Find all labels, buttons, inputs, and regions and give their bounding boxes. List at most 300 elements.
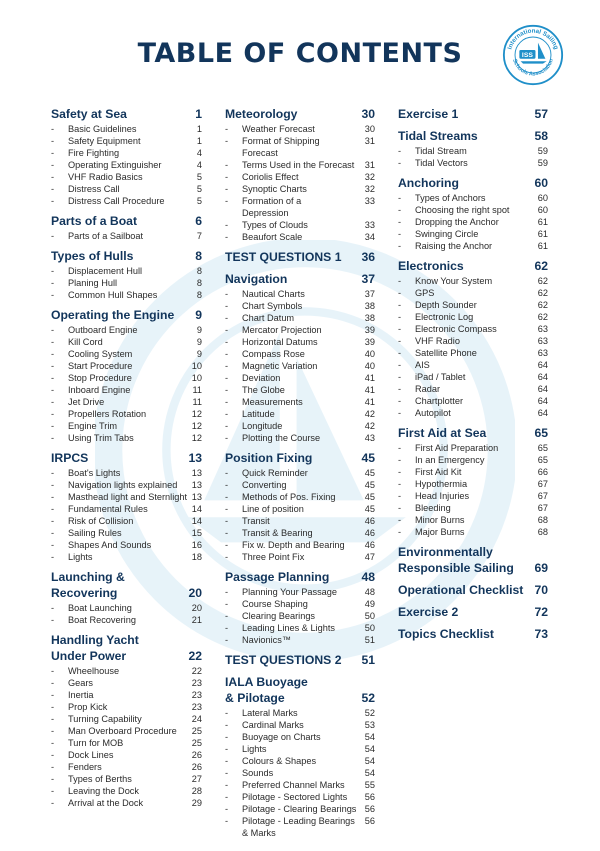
toc-entry[interactable] (398, 466, 548, 478)
toc-entry-bullet: - (225, 172, 229, 182)
toc-entry-label: Deviation (242, 373, 281, 383)
toc-entry-bullet: - (51, 373, 55, 383)
toc-section (398, 626, 548, 642)
toc-entry-page: 12 (191, 409, 202, 419)
toc-section-page: 62 (534, 259, 548, 273)
toc-entry[interactable] (51, 527, 202, 539)
toc-entry-page: 62 (537, 288, 548, 298)
toc-entry[interactable] (225, 336, 375, 348)
toc-entry[interactable] (225, 183, 375, 195)
toc-entry[interactable] (398, 192, 548, 204)
toc-entry[interactable] (51, 289, 202, 301)
toc-entry[interactable] (51, 551, 202, 563)
toc-entry-label: Turn for MOB (68, 738, 124, 748)
toc-entry[interactable] (225, 707, 375, 719)
toc-entry[interactable] (225, 719, 375, 731)
toc-entry[interactable] (51, 749, 202, 761)
toc-entry-page: 7 (196, 231, 202, 241)
toc-entry-label: Horizontal Datums (242, 337, 318, 347)
toc-section-title: Navigation (225, 272, 288, 286)
toc-entry-bullet: - (225, 552, 229, 562)
toc-entry-label: Satellite Phone (415, 348, 477, 358)
toc-entry-label: iPad / Tablet (415, 372, 466, 382)
toc-entry[interactable] (225, 598, 375, 610)
toc-entry[interactable] (398, 407, 548, 419)
toc-entry[interactable] (398, 454, 548, 466)
toc-entry[interactable] (51, 614, 202, 626)
toc-entry[interactable] (51, 384, 202, 396)
toc-entry[interactable] (398, 228, 548, 240)
toc-section-heading[interactable] (225, 249, 375, 265)
toc-entry[interactable] (225, 610, 375, 622)
toc-entry-label: Engine Trim (68, 421, 118, 431)
toc-entry[interactable] (398, 490, 548, 502)
toc-section (225, 674, 375, 839)
toc-entry[interactable] (225, 420, 375, 432)
toc-entry-bullet: - (398, 360, 402, 370)
toc-entry[interactable] (51, 479, 202, 491)
toc-entry[interactable] (225, 219, 375, 231)
toc-entry[interactable] (225, 467, 375, 479)
toc-entry-page: 13 (191, 480, 202, 490)
toc-section-page: 45 (361, 451, 375, 465)
toc-section (398, 425, 548, 538)
toc-entry-page: 32 (364, 184, 375, 194)
toc-entry-page: 67 (537, 491, 548, 501)
toc-entry[interactable] (398, 275, 548, 287)
toc-section-title: Passage Planning (225, 570, 330, 584)
toc-entry[interactable] (225, 815, 375, 839)
toc-entry[interactable] (225, 539, 375, 551)
toc-entry[interactable] (225, 135, 375, 159)
toc-entry[interactable] (51, 467, 202, 479)
toc-entry-label: Preferred Channel Marks (242, 780, 345, 790)
toc-entry[interactable] (398, 157, 548, 169)
toc-section (398, 544, 548, 576)
toc-entry[interactable] (225, 791, 375, 803)
toc-entry[interactable] (225, 586, 375, 598)
toc-entry[interactable] (225, 432, 375, 444)
toc-entry[interactable] (398, 216, 548, 228)
toc-entry-bullet: - (51, 172, 55, 182)
toc-entry-bullet: - (225, 349, 229, 359)
toc-entry[interactable] (225, 503, 375, 515)
toc-entry-bullet: - (225, 635, 229, 645)
toc-entry[interactable] (225, 779, 375, 791)
toc-entry-page: 40 (364, 349, 375, 359)
toc-entry[interactable] (225, 312, 375, 324)
toc-entry[interactable] (51, 171, 202, 183)
toc-entry-bullet: - (398, 300, 402, 310)
toc-entry[interactable] (225, 324, 375, 336)
toc-entry[interactable] (51, 725, 202, 737)
toc-entry-page: 8 (196, 290, 202, 300)
toc-entry[interactable] (225, 231, 375, 243)
toc-section (225, 652, 375, 668)
toc-entry-label: Sailing Rules (68, 528, 122, 538)
toc-entry-bullet: - (51, 552, 55, 562)
toc-section (398, 604, 548, 620)
toc-entry[interactable] (225, 372, 375, 384)
toc-entry-bullet: - (225, 804, 229, 814)
toc-entry-label: Know Your System (415, 276, 493, 286)
toc-entry-page: 62 (537, 312, 548, 322)
toc-entry-label: Coriolis Effect (242, 172, 299, 182)
toc-entry-bullet: - (225, 361, 229, 371)
toc-entry[interactable] (51, 797, 202, 809)
toc-entry[interactable] (51, 785, 202, 797)
toc-section-title: Position Fixing (225, 451, 313, 465)
toc-entry-label: Buoyage on Charts (242, 732, 321, 742)
toc-section-heading[interactable] (398, 175, 548, 191)
toc-entry-bullet: - (51, 480, 55, 490)
toc-entry-bullet: - (51, 690, 55, 700)
toc-section-page: 70 (534, 583, 548, 597)
toc-entry[interactable] (51, 515, 202, 527)
toc-entry-page: 8 (196, 266, 202, 276)
toc-entry[interactable] (51, 230, 202, 242)
toc-section-heading[interactable] (398, 544, 548, 576)
toc-entry-bullet: - (398, 336, 402, 346)
toc-entry-page: 53 (364, 720, 375, 730)
toc-entry[interactable] (225, 634, 375, 646)
toc-entry[interactable] (225, 803, 375, 815)
toc-entry[interactable] (51, 773, 202, 785)
toc-section-page: 58 (534, 129, 548, 143)
toc-section-page: 60 (534, 176, 548, 190)
toc-entry-label: Head Injuries (415, 491, 470, 501)
iss-logo (502, 24, 564, 86)
toc-section-heading[interactable] (398, 626, 548, 642)
toc-entry-bullet: - (225, 516, 229, 526)
toc-entry-bullet: - (398, 146, 402, 156)
toc-section-heading[interactable] (398, 128, 548, 144)
toc-entry[interactable] (51, 360, 202, 372)
toc-entry[interactable] (398, 323, 548, 335)
toc-entry-page: 31 (364, 160, 375, 170)
toc-entry-bullet: - (398, 515, 402, 525)
toc-entry-bullet: - (51, 184, 55, 194)
toc-entry-bullet: - (51, 603, 55, 613)
toc-entry-label: Sounds (242, 768, 274, 778)
toc-entry-label: Navionics™ (242, 635, 292, 645)
toc-entry-page: 15 (191, 528, 202, 538)
toc-entry[interactable] (51, 195, 202, 207)
toc-entry-bullet: - (225, 623, 229, 633)
toc-section-heading[interactable] (225, 450, 375, 466)
toc-entry-bullet: - (51, 516, 55, 526)
toc-entry-bullet: - (225, 599, 229, 609)
toc-entry-label: Prop Kick (68, 702, 108, 712)
toc-section-heading[interactable] (225, 106, 375, 122)
toc-entry[interactable] (398, 502, 548, 514)
toc-entry-bullet: - (225, 768, 229, 778)
toc-entry-label: Displacement Hull (68, 266, 143, 276)
toc-entry-bullet: - (225, 492, 229, 502)
toc-entry-label: Nautical Charts (242, 289, 305, 299)
toc-section-heading[interactable] (398, 258, 548, 274)
toc-entry-bullet: - (398, 384, 402, 394)
toc-entry-bullet: - (398, 503, 402, 513)
toc-entry[interactable] (225, 767, 375, 779)
toc-entry[interactable] (51, 432, 202, 444)
toc-entry-label: Formation of a Depression (242, 196, 302, 218)
toc-section-title: Meteorology (225, 107, 298, 121)
toc-section-title: Tidal Streams (398, 129, 478, 143)
toc-entry-page: 50 (364, 623, 375, 633)
toc-entry[interactable] (51, 408, 202, 420)
toc-section-page: 1 (195, 107, 202, 121)
toc-entry-label: AIS (415, 360, 430, 370)
toc-entry-page: 60 (537, 193, 548, 203)
toc-entry-bullet: - (225, 373, 229, 383)
toc-entry-bullet: - (398, 527, 402, 537)
toc-entry-page: 45 (364, 468, 375, 478)
toc-entry[interactable] (225, 171, 375, 183)
toc-entry[interactable] (398, 442, 548, 454)
toc-entry-page: 14 (191, 516, 202, 526)
toc-entry-label: Arrival at the Dock (68, 798, 144, 808)
toc-entry[interactable] (51, 348, 202, 360)
toc-entry-page: 24 (191, 714, 202, 724)
toc-entry[interactable] (398, 395, 548, 407)
toc-entry[interactable] (51, 491, 202, 503)
toc-section-heading[interactable] (225, 569, 375, 585)
toc-entry-bullet: - (51, 786, 55, 796)
toc-entry[interactable] (225, 515, 375, 527)
toc-entry-bullet: - (51, 385, 55, 395)
toc-entry-bullet: - (225, 708, 229, 718)
toc-entry[interactable] (398, 299, 548, 311)
toc-entry[interactable] (225, 360, 375, 372)
toc-entry[interactable] (225, 348, 375, 360)
toc-entry[interactable] (51, 183, 202, 195)
toc-entry-label: Shapes And Sounds (68, 540, 152, 550)
toc-entry-bullet: - (225, 433, 229, 443)
toc-section-heading[interactable] (398, 425, 548, 441)
toc-entry[interactable] (398, 240, 548, 252)
toc-entry-page: 64 (537, 360, 548, 370)
logo-text-bottom: Schools Association (511, 58, 555, 78)
toc-entry-page: 64 (537, 396, 548, 406)
toc-entry[interactable] (398, 287, 548, 299)
toc-section (51, 307, 202, 444)
toc-entry-bullet: - (51, 409, 55, 419)
toc-entry-page: 31 (364, 136, 375, 146)
toc-entry-label: Operating Extinguisher (68, 160, 162, 170)
toc-section-page: 37 (361, 272, 375, 286)
toc-entry-label: Masthead light and Sternlight (68, 492, 188, 502)
toc-entry[interactable] (225, 159, 375, 171)
toc-entry[interactable] (51, 503, 202, 515)
toc-entry[interactable] (398, 526, 548, 538)
toc-entry-bullet: - (51, 468, 55, 478)
toc-section-heading[interactable] (51, 106, 202, 122)
toc-entry-bullet: - (51, 774, 55, 784)
toc-entry-page: 25 (191, 738, 202, 748)
toc-entry-label: Clearing Bearings (242, 611, 316, 621)
toc-entry-page: 20 (191, 603, 202, 613)
toc-entry-label: Chart Datum (242, 313, 295, 323)
toc-section-heading[interactable] (51, 213, 202, 229)
toc-section-page: 20 (188, 586, 202, 600)
toc-section-heading[interactable] (225, 674, 375, 706)
toc-section-heading[interactable] (398, 106, 548, 122)
toc-entry[interactable] (225, 479, 375, 491)
toc-entry[interactable] (51, 701, 202, 713)
toc-entry[interactable] (51, 147, 202, 159)
toc-entry-page: 47 (364, 552, 375, 562)
toc-section (398, 128, 548, 169)
toc-entry[interactable] (51, 737, 202, 749)
toc-entry-label: Line of position (242, 504, 304, 514)
toc-entry[interactable] (51, 372, 202, 384)
toc-entry-label: Fire Fighting (68, 148, 120, 158)
toc-entry[interactable] (398, 311, 548, 323)
toc-entry-page: 51 (364, 635, 375, 645)
toc-entry[interactable] (398, 478, 548, 490)
toc-entry[interactable] (51, 689, 202, 701)
toc-entry[interactable] (51, 324, 202, 336)
toc-entry[interactable] (225, 527, 375, 539)
toc-section-page: 73 (534, 627, 548, 641)
toc-section-heading[interactable] (51, 569, 202, 601)
toc-section (51, 632, 202, 809)
toc-entry[interactable] (225, 123, 375, 135)
toc-entry-label: Start Procedure (68, 361, 133, 371)
toc-entry-bullet: - (51, 160, 55, 170)
toc-entry[interactable] (225, 396, 375, 408)
toc-entry-bullet: - (51, 615, 55, 625)
toc-entry[interactable] (51, 761, 202, 773)
toc-entry[interactable] (398, 383, 548, 395)
toc-entry-bullet: - (398, 348, 402, 358)
toc-entry-page: 13 (191, 468, 202, 478)
toc-section (51, 213, 202, 242)
toc-entry[interactable] (51, 677, 202, 689)
toc-section-title: Topics Checklist (398, 627, 494, 641)
toc-entry-label: Transit & Bearing (242, 528, 313, 538)
toc-entry[interactable] (51, 265, 202, 277)
toc-section-title: Safety at Sea (51, 107, 127, 121)
toc-section-heading[interactable] (225, 652, 375, 668)
toc-entry[interactable] (225, 195, 375, 219)
toc-entry-label: GPS (415, 288, 435, 298)
toc-entry-label: Types of Clouds (242, 220, 308, 230)
toc-entry[interactable] (225, 743, 375, 755)
toc-entry-page: 10 (191, 373, 202, 383)
toc-entry[interactable] (51, 665, 202, 677)
toc-entry-page: 46 (364, 528, 375, 538)
toc-section-heading[interactable] (51, 632, 202, 664)
toc-entry[interactable] (51, 277, 202, 289)
toc-entry-bullet: - (225, 313, 229, 323)
toc-entry-bullet: - (51, 124, 55, 134)
toc-entry-bullet: - (225, 480, 229, 490)
toc-section-heading[interactable] (51, 248, 202, 264)
toc-entry[interactable] (225, 288, 375, 300)
toc-entry[interactable] (398, 145, 548, 157)
toc-entry[interactable] (51, 539, 202, 551)
toc-entry-bullet: - (398, 372, 402, 382)
toc-entry[interactable] (51, 123, 202, 135)
toc-entry-bullet: - (398, 408, 402, 418)
toc-entry[interactable] (225, 731, 375, 743)
toc-entry-bullet: - (51, 678, 55, 688)
toc-entry-bullet: - (51, 397, 55, 407)
toc-entry-label: Propellers Rotation (68, 409, 147, 419)
toc-section-heading[interactable] (51, 307, 202, 323)
toc-entry-label: Quick Reminder (242, 468, 308, 478)
toc-section-heading[interactable] (51, 450, 202, 466)
toc-column-2 (225, 106, 375, 839)
toc-entry-label: Three Point Fix (242, 552, 305, 562)
toc-section (398, 582, 548, 598)
toc-entry-label: Pilotage - Clearing Bearings (242, 804, 357, 814)
toc-entry-bullet: - (51, 136, 55, 146)
toc-entry-label: Electronic Log (415, 312, 474, 322)
toc-entry-label: Measurements (242, 397, 303, 407)
toc-entry[interactable] (51, 135, 202, 147)
toc-entry[interactable] (225, 300, 375, 312)
toc-section-heading[interactable] (225, 271, 375, 287)
toc-entry[interactable] (225, 622, 375, 634)
toc-entry-page: 67 (537, 479, 548, 489)
toc-entry[interactable] (225, 384, 375, 396)
toc-entry[interactable] (225, 408, 375, 420)
toc-entry[interactable] (51, 159, 202, 171)
toc-entry[interactable] (51, 420, 202, 432)
toc-entry[interactable] (398, 514, 548, 526)
toc-entry[interactable] (398, 359, 548, 371)
toc-entry-page: 5 (196, 172, 202, 182)
toc-section-heading[interactable] (398, 604, 548, 620)
toc-entry[interactable] (398, 204, 548, 216)
toc-entry-label: Fix w. Depth and Bearing (242, 540, 345, 550)
toc-entry-bullet: - (51, 528, 55, 538)
toc-entry[interactable] (225, 551, 375, 563)
toc-entry[interactable] (225, 491, 375, 503)
toc-entry-label: Distress Call Procedure (68, 196, 165, 206)
toc-entry[interactable] (51, 713, 202, 725)
toc-entry-bullet: - (225, 421, 229, 431)
toc-entry[interactable] (51, 336, 202, 348)
toc-entry-label: Leading Lines & Lights (242, 623, 335, 633)
toc-entry-page: 68 (537, 515, 548, 525)
toc-entry-bullet: - (225, 220, 229, 230)
toc-entry[interactable] (398, 347, 548, 359)
toc-entry-page: 54 (364, 756, 375, 766)
toc-entry-bullet: - (398, 229, 402, 239)
toc-entry-label: Wheelhouse (68, 666, 120, 676)
toc-entry-bullet: - (398, 241, 402, 251)
toc-entry-page: 63 (537, 336, 548, 346)
toc-entry-page: 60 (537, 205, 548, 215)
toc-entry[interactable] (225, 755, 375, 767)
toc-entry-page: 56 (364, 792, 375, 802)
toc-entry-bullet: - (225, 184, 229, 194)
toc-section-title: Environmentally Responsible Sailing (398, 545, 514, 575)
toc-entry-label: First Aid Preparation (415, 443, 499, 453)
toc-entry-bullet: - (225, 196, 229, 206)
toc-entry[interactable] (398, 371, 548, 383)
toc-section-heading[interactable] (398, 582, 548, 598)
toc-entry[interactable] (51, 396, 202, 408)
toc-entry[interactable] (398, 335, 548, 347)
toc-entry-label: Tidal Vectors (415, 158, 468, 168)
toc-entry-page: 34 (364, 232, 375, 242)
toc-entry[interactable] (51, 602, 202, 614)
